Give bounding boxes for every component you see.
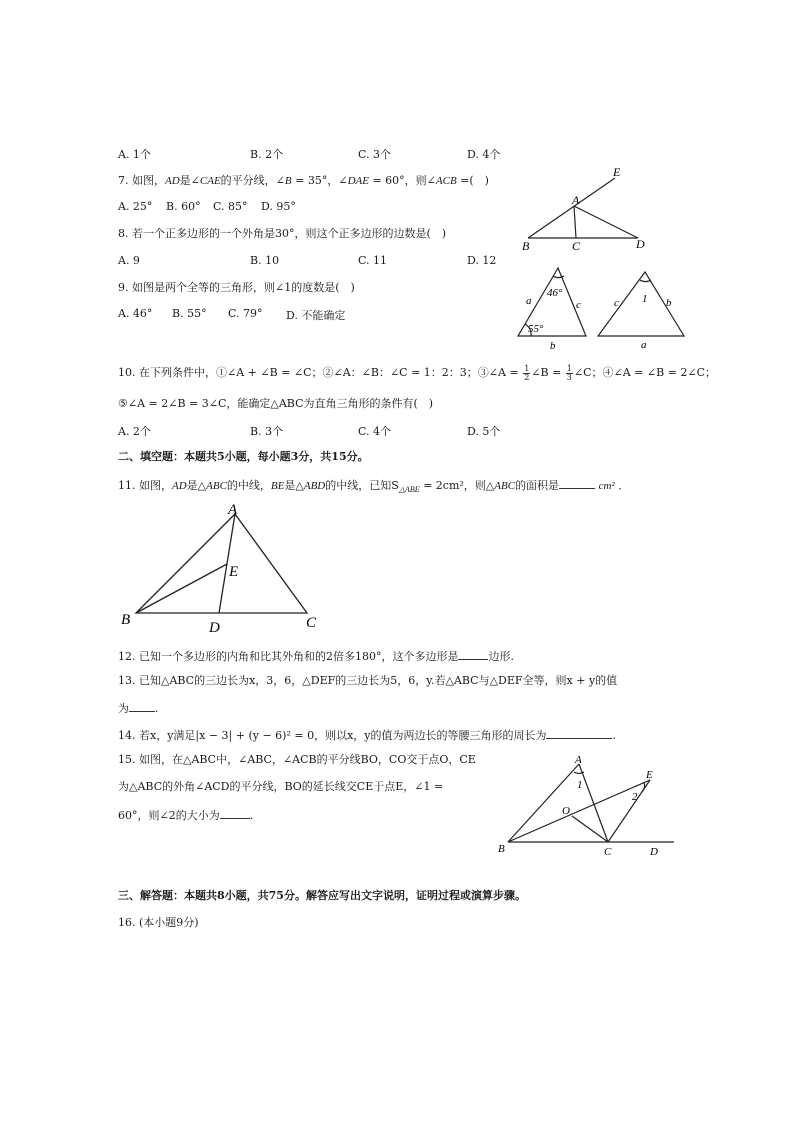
median-be: [136, 564, 227, 613]
question-10-line1: [118, 364, 716, 382]
q11-text: 的中线，已知S: [325, 479, 399, 492]
q12-text: 边形.: [488, 650, 514, 663]
label-e: E: [229, 564, 239, 580]
question-15-line1: 15. 如图，在△ABC中，∠ABC，∠ACB的平分线BO，CO交于点O，CE: [118, 753, 476, 766]
q7-option-c: C. 85°: [213, 200, 248, 213]
question-16: 16. (本小题9分): [118, 916, 199, 929]
question-13-line1: 13. 已知△ABC的三边长为x，3，6，△DEF的三边长为5，6，y.若△ABC与△DEF全等，则x + y的值: [118, 674, 618, 687]
label-angle-1: 1: [577, 779, 583, 791]
q12-text: 12. 已知一个多边形的内角和比其外角和的2倍多180°，这个多边形是: [118, 650, 459, 663]
figure-q11: [118, 500, 328, 636]
q10-text: 10. 在下列条件中，①∠A + ∠B = ∠C；②∠A：∠B：∠C = 1：2：3；③∠A =: [118, 366, 519, 379]
q7-option-d: D. 95°: [261, 200, 296, 213]
q7-var: DAE: [347, 175, 369, 187]
q7-number: 7.: [118, 174, 129, 187]
q11-text: 是△: [284, 479, 304, 492]
q14-text: 14. 若x，y满足|x − 3| + (y − 6)² = 0，则以x，y的值为两边长的等腰三角形的周长为: [118, 729, 547, 742]
q7-var: B: [284, 175, 292, 187]
q10-text: ∠B =: [531, 366, 562, 379]
q7-text: 是∠: [179, 174, 200, 187]
label-angle-2: 2: [632, 791, 638, 803]
q11-text: ．: [618, 479, 630, 492]
label-e: E: [613, 165, 621, 179]
label-b-right: b: [666, 297, 672, 309]
question-15-line2: 为△ABC的外角∠ACD的平分线，BO的延长线交CE于点E，∠1 =: [118, 780, 444, 793]
q7-var: AD: [165, 175, 180, 187]
question-14: [118, 727, 616, 743]
line-ac: [574, 206, 576, 238]
q11-var: ABC: [494, 480, 516, 492]
question-11: [118, 477, 629, 497]
q7-text: = 35°，∠: [295, 174, 348, 187]
q8-option-d: D. 12: [467, 254, 497, 267]
q9-option-c: C. 79°: [228, 307, 263, 320]
q11-subscript: △ABE: [398, 485, 420, 495]
q11-text: = 2cm²，则△: [423, 479, 495, 492]
answer-blank: [546, 727, 612, 739]
label-b-left: b: [550, 340, 556, 352]
q10-option-c: C. 4个: [358, 425, 392, 438]
q9-option-b: B. 55°: [172, 307, 207, 320]
question-15-line3: [118, 807, 253, 823]
figure-q7: [510, 160, 660, 255]
q7-var: CAE: [199, 175, 221, 187]
label-d: D: [209, 620, 220, 636]
label-d: D: [650, 846, 658, 858]
label-a-left: a: [526, 295, 532, 307]
line-ad: [574, 206, 638, 238]
q11-unit: cm²: [598, 480, 615, 492]
question-9: 9. 如图是两个全等的三角形，则∠1的度数是( ): [118, 281, 355, 294]
q7-var: ACB: [435, 175, 457, 187]
question-13-line2: [118, 700, 159, 716]
label-b: B: [498, 843, 505, 855]
question-8: 8. 若一个正多边形的一个外角是30°，则这个正多边形的边数是( ): [118, 227, 447, 240]
label-c: C: [306, 615, 317, 631]
q13-text: .: [155, 702, 159, 715]
label-angle-1: 1: [642, 293, 648, 305]
q11-text: 的面积是: [515, 479, 560, 492]
q7-option-a: A. 25°: [118, 200, 153, 213]
frac-num: 1: [566, 363, 572, 373]
q15-text: 60°，则∠2的大小为: [118, 809, 220, 822]
label-c-right: c: [614, 297, 619, 309]
q10-option-b: B. 3个: [250, 425, 284, 438]
line-ac: [579, 764, 608, 842]
q10-option-a: A. 2个: [118, 425, 151, 438]
frac-den: 2: [524, 372, 530, 382]
answer-blank: [559, 477, 595, 489]
q9-option-a: A. 46°: [118, 307, 153, 320]
q13-text: 为: [118, 702, 129, 715]
label-c: C: [604, 846, 612, 858]
label-b: B: [121, 612, 131, 628]
q6-option-b: B. 2个: [250, 148, 284, 161]
q7-text: =( ): [460, 174, 489, 187]
label-46: 46°: [547, 287, 563, 299]
question-12: [118, 648, 514, 664]
label-o: O: [562, 805, 570, 817]
line-ba: [508, 764, 579, 842]
q6-option-c: C. 3个: [358, 148, 392, 161]
question-7: [118, 174, 489, 188]
answer-blank: [129, 700, 155, 712]
section-2-heading: 二、填空题：本题共5小题，每小题3分，共15分。: [118, 450, 369, 463]
fraction-third: [566, 365, 573, 382]
q11-text: 的中线，: [226, 479, 271, 492]
q11-var: AD: [172, 480, 187, 492]
q10-option-d: D. 5个: [467, 425, 501, 438]
q6-option-d: D. 4个: [467, 148, 501, 161]
label-c: C: [572, 239, 581, 253]
label-e: E: [646, 769, 653, 781]
label-a: A: [572, 193, 580, 207]
q11-var: ABC: [206, 480, 227, 492]
label-a: A: [228, 502, 238, 518]
answer-blank: [458, 648, 488, 660]
q11-text: 是△: [186, 479, 207, 492]
q15-text: .: [249, 809, 254, 822]
section-3-heading: 三、解答题：本题共8小题，共75分。解答应写出文字说明，证明过程或演算步骤。: [118, 889, 526, 902]
line-ba: [528, 178, 615, 238]
label-55: 55°: [528, 323, 544, 335]
q8-option-a: A. 9: [118, 254, 140, 267]
q7-text: 如图，: [132, 174, 165, 187]
label-d: D: [636, 237, 645, 251]
frac-num: 1: [524, 363, 530, 373]
q9-option-d: D. 不能确定: [286, 309, 346, 322]
q7-option-b: B. 60°: [166, 200, 201, 213]
figure-q15: [492, 752, 682, 860]
q7-text: = 60°，则∠: [372, 174, 436, 187]
q14-text: .: [612, 729, 616, 742]
q10-text: ∠C；④∠A = ∠B = 2∠C；: [573, 366, 717, 379]
q11-var: ABD: [303, 480, 326, 492]
label-a: A: [575, 754, 582, 766]
angle-arc-1: [574, 772, 584, 774]
q11-text: 11. 如图，: [118, 479, 172, 492]
q8-option-b: B. 10: [250, 254, 280, 267]
frac-den: 3: [566, 372, 572, 382]
q7-text: 的平分线，∠: [220, 174, 285, 187]
label-a-right: a: [641, 339, 647, 351]
fraction-half: [523, 365, 530, 382]
q8-option-c: C. 11: [358, 254, 388, 267]
figure-q9: [510, 262, 690, 352]
label-b: B: [522, 239, 530, 253]
q6-option-a: A. 1个: [118, 148, 151, 161]
question-10-line2: ⑤∠A = 2∠B = 3∠C，能确定△ABC为直角三角形的条件有( ): [118, 397, 434, 410]
label-c-left: c: [576, 299, 581, 311]
answer-blank: [220, 807, 250, 819]
angle-arc-top: [553, 276, 564, 278]
q11-var: BE: [270, 480, 285, 492]
